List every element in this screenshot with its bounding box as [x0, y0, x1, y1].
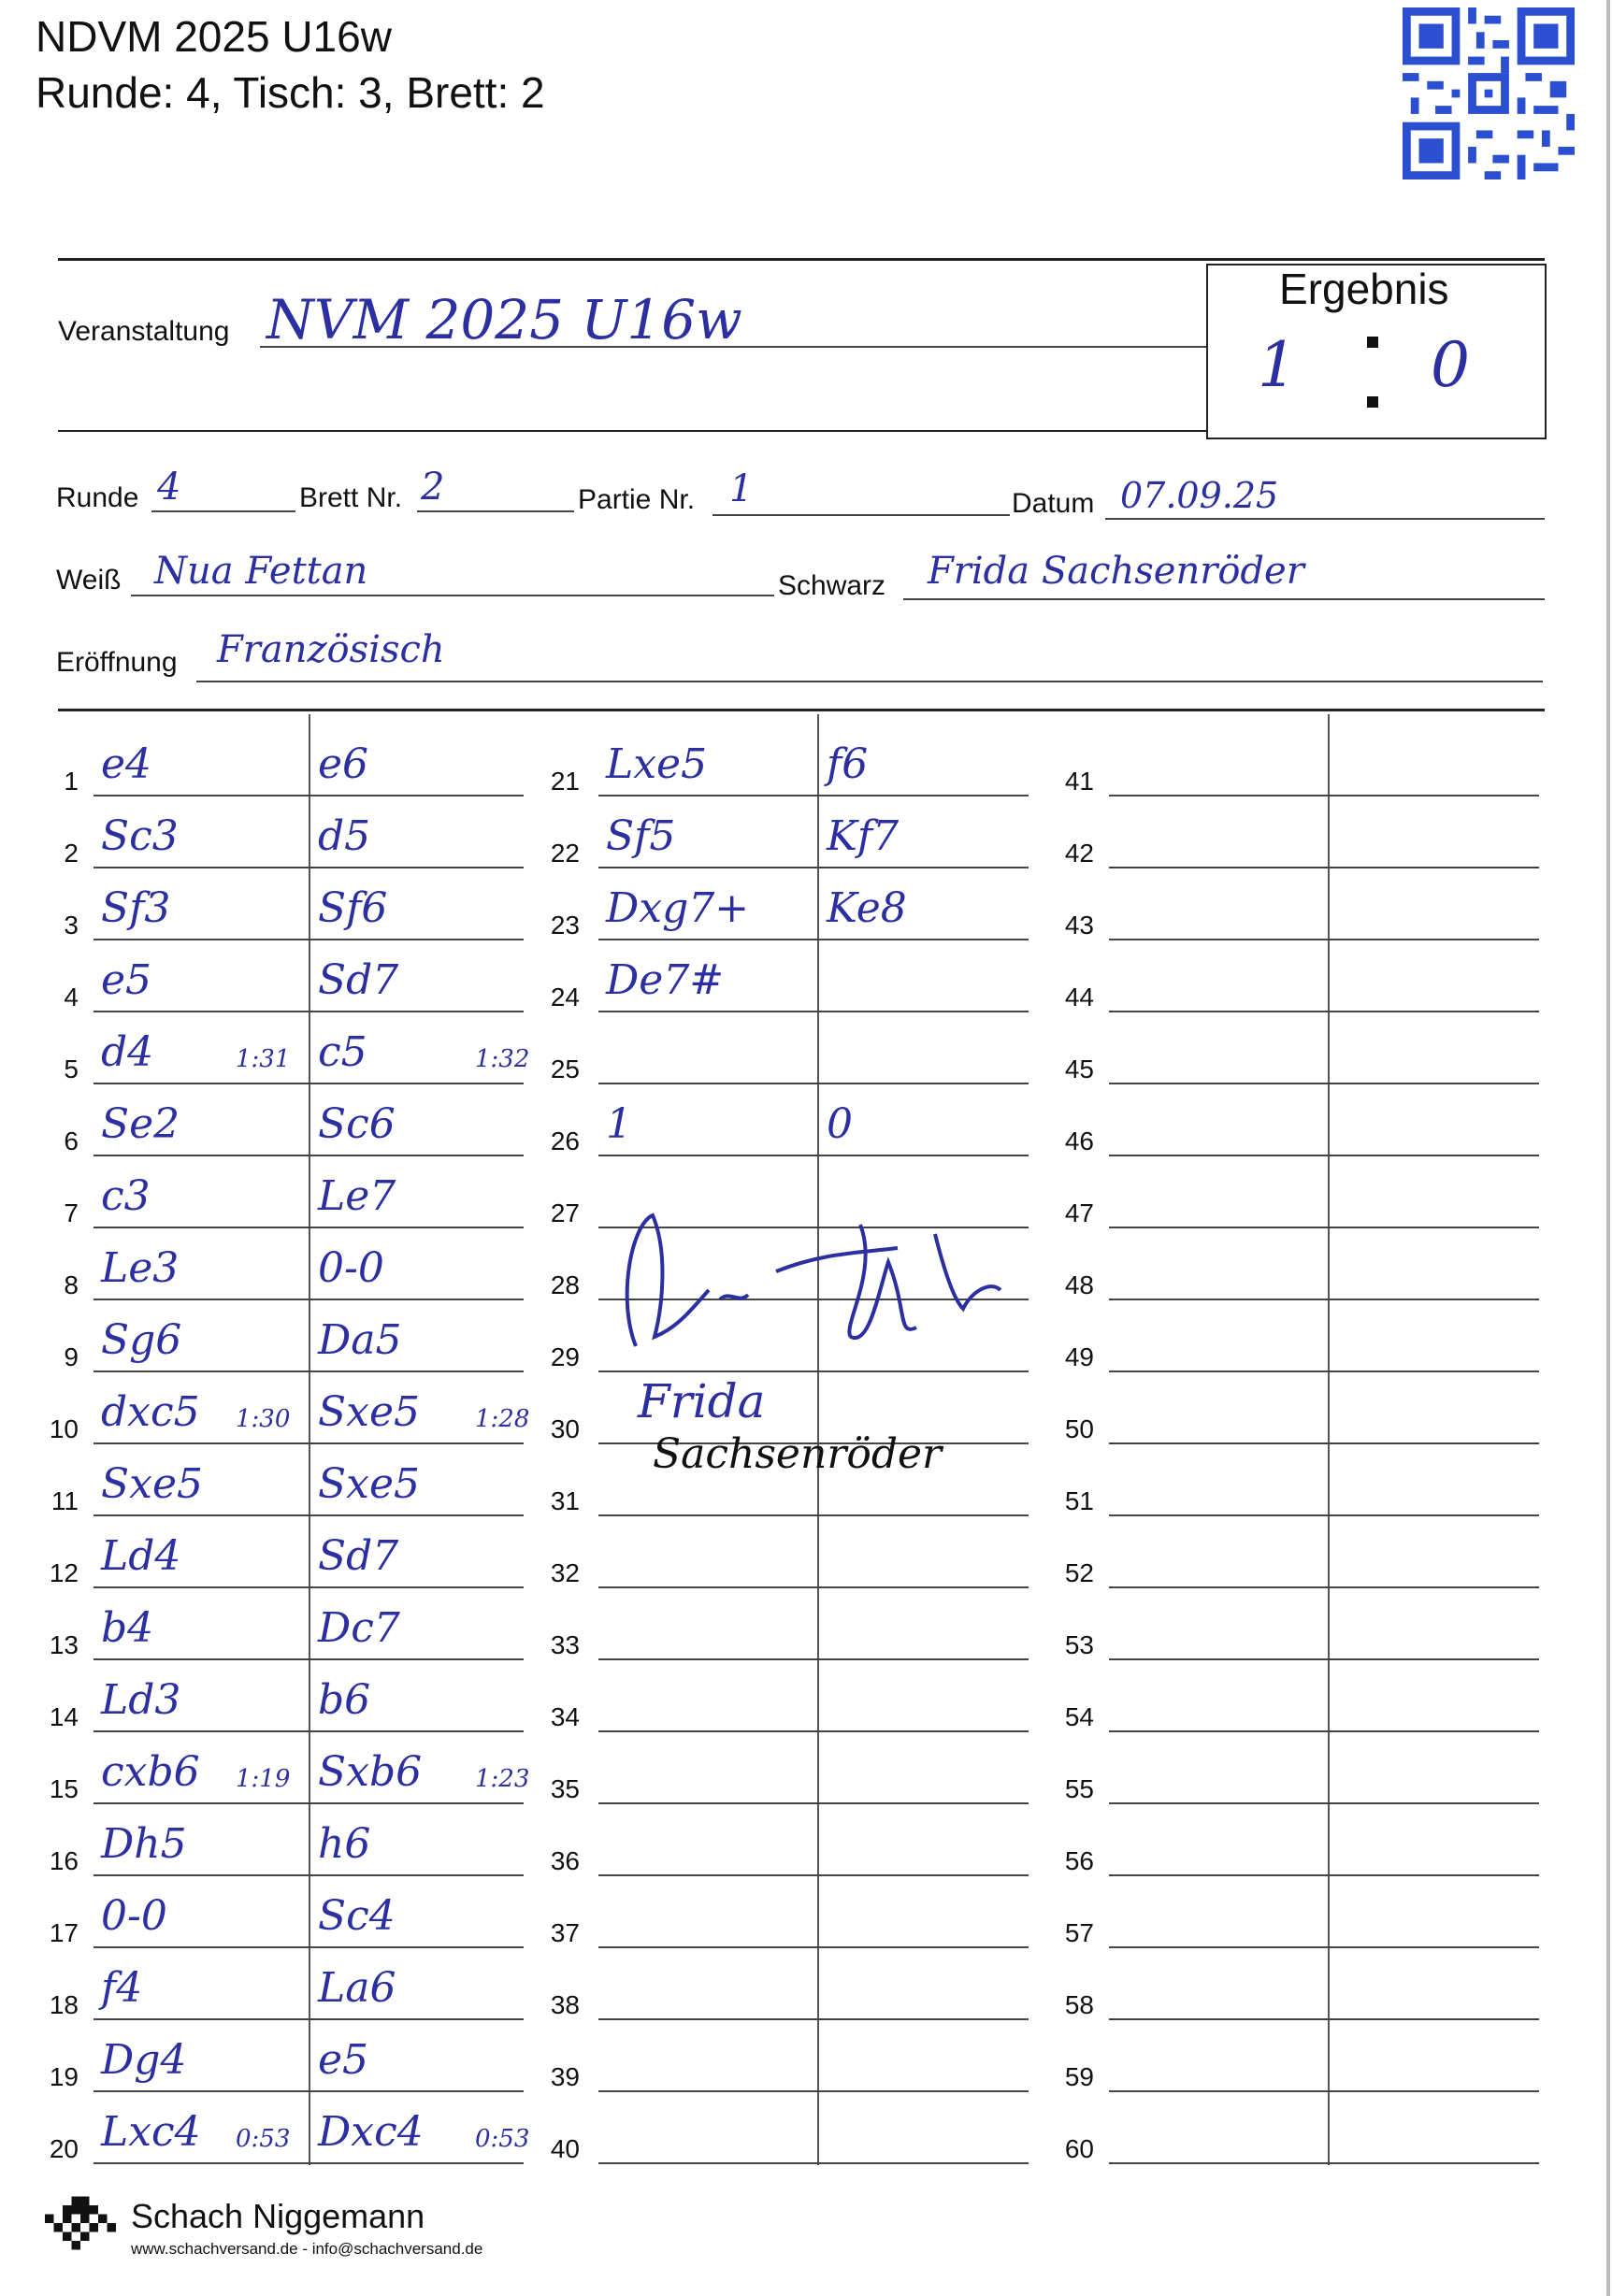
white-player-value[interactable]: Nua Fettan [154, 550, 368, 593]
white-move[interactable]: Ld4 [101, 1532, 181, 1580]
move-number: 38 [550, 1990, 580, 2019]
white-move[interactable]: f4 [101, 1964, 143, 2012]
move-number: 4 [64, 983, 79, 1012]
white-move[interactable]: e5 [101, 956, 152, 1004]
move-number: 18 [49, 1990, 79, 2019]
move-number: 21 [550, 767, 580, 796]
black-move[interactable]: b6 [318, 1676, 371, 1724]
move-row-line [94, 2018, 524, 2020]
move-number: 12 [49, 1558, 79, 1587]
move-number: 20 [49, 2134, 79, 2163]
result-label: Ergebnis [1279, 265, 1449, 313]
black-move[interactable]: Ke8 [827, 884, 907, 932]
move-row-line [1109, 939, 1539, 940]
move-row-line [1109, 1946, 1539, 1948]
white-player-line [131, 595, 774, 596]
move-row-line [1109, 1658, 1539, 1660]
black-move[interactable]: Sc4 [318, 1892, 396, 1940]
move-number: 43 [1064, 911, 1094, 940]
move-row-line [94, 1011, 524, 1012]
white-move[interactable]: Dxg7+ [606, 884, 750, 932]
move-number: 56 [1064, 1846, 1094, 1875]
white-move[interactable]: 0-0 [101, 1892, 167, 1940]
move-number: 50 [1064, 1414, 1094, 1443]
move-row-line [94, 1083, 524, 1084]
event-label: Veranstaltung [58, 316, 230, 347]
black-move[interactable]: La6 [318, 1964, 396, 2012]
black-move[interactable]: Sd7 [318, 1532, 399, 1580]
white-move[interactable]: c3 [101, 1172, 151, 1220]
move-number: 57 [1064, 1918, 1094, 1947]
result-black[interactable]: 0 [1431, 329, 1470, 401]
black-clock-time: 0:53 [475, 2125, 530, 2153]
white-player-label: Weiß [56, 565, 122, 596]
black-move[interactable]: e6 [318, 740, 369, 788]
move-row-line [94, 2090, 524, 2092]
move-row-line [1109, 1514, 1539, 1516]
move-number: 27 [550, 1198, 580, 1227]
game-line [712, 514, 1010, 516]
move-row-line [598, 1514, 1029, 1516]
qr-code-icon [1403, 7, 1575, 179]
board-label: Brett Nr. [299, 482, 403, 513]
move-row-line [94, 1155, 524, 1156]
move-number: 23 [550, 911, 580, 940]
round-value[interactable]: 4 [157, 466, 181, 509]
move-number: 37 [550, 1918, 580, 1947]
white-clock-time: 0:53 [236, 2125, 291, 2153]
move-row-line [598, 2162, 1029, 2164]
white-move[interactable]: e4 [101, 740, 152, 788]
white-clock-time: 1:30 [236, 1405, 291, 1433]
move-row-line [1109, 1083, 1539, 1084]
date-line [1105, 518, 1545, 520]
game-value[interactable]: 1 [729, 467, 754, 510]
black-signature-line1: Frida [638, 1374, 766, 1428]
black-move[interactable]: 0 [827, 1100, 853, 1148]
white-move[interactable]: Dh5 [101, 1820, 187, 1868]
move-number: 26 [550, 1126, 580, 1155]
round-label: Runde [56, 482, 139, 513]
white-move[interactable]: Sxe5 [101, 1460, 203, 1508]
move-row-line [598, 1586, 1029, 1588]
move-row-line [94, 1370, 524, 1372]
white-move[interactable]: Sc3 [101, 812, 179, 860]
move-number: 36 [550, 1846, 580, 1875]
black-clock-time: 1:32 [475, 1045, 530, 1073]
move-number: 55 [1064, 1774, 1094, 1803]
move-number: 14 [49, 1702, 79, 1731]
move-row-line [1109, 1370, 1539, 1372]
move-row-line [1109, 1802, 1539, 1804]
move-number: 47 [1064, 1198, 1094, 1227]
black-move[interactable]: Sc6 [318, 1100, 396, 1148]
black-move[interactable]: c5 [318, 1028, 367, 1076]
result-white[interactable]: 1 [1258, 329, 1297, 401]
sheet-header-title: NDVM 2025 U16w [36, 12, 392, 61]
move-number: 13 [49, 1630, 79, 1659]
move-number: 40 [550, 2134, 580, 2163]
white-clock-time: 1:19 [236, 1765, 291, 1793]
black-move[interactable]: Sf6 [318, 884, 388, 932]
move-row-line [598, 1155, 1029, 1156]
move-number: 29 [550, 1342, 580, 1371]
move-number: 44 [1064, 983, 1094, 1012]
black-move[interactable]: 0-0 [318, 1244, 384, 1292]
move-row-line [598, 939, 1029, 940]
move-number: 52 [1064, 1558, 1094, 1587]
move-row-line [94, 1442, 524, 1444]
black-move[interactable]: h6 [318, 1820, 371, 1868]
move-number: 17 [49, 1918, 79, 1947]
footer-brand: Schach Niggemann [131, 2197, 425, 2235]
move-number: 11 [50, 1486, 79, 1515]
white-move[interactable]: Se2 [101, 1100, 180, 1148]
white-signature [598, 1197, 1029, 1365]
opening-line [196, 681, 1543, 682]
white-move[interactable]: Dg4 [101, 2036, 187, 2084]
move-number: 34 [550, 1702, 580, 1731]
move-row-line [598, 795, 1029, 796]
move-row-line [598, 867, 1029, 868]
move-number: 39 [550, 2062, 580, 2091]
chess-logo-icon [45, 2188, 116, 2259]
board-line [417, 510, 574, 512]
move-row-line [94, 1658, 524, 1660]
black-move[interactable]: Sd7 [318, 956, 399, 1004]
move-number: 48 [1064, 1270, 1094, 1299]
move-row-line [1109, 795, 1539, 796]
move-row-line [1109, 867, 1539, 868]
move-number: 16 [49, 1846, 79, 1875]
black-move[interactable]: Da5 [318, 1316, 402, 1364]
move-number: 30 [550, 1414, 580, 1443]
move-number: 41 [1064, 767, 1094, 796]
move-row-line [598, 1802, 1029, 1804]
black-move[interactable]: e5 [318, 2036, 369, 2084]
move-row-line [94, 1514, 524, 1516]
move-row-line [94, 867, 524, 868]
white-move[interactable]: b4 [101, 1604, 154, 1652]
black-clock-time: 1:28 [475, 1405, 530, 1433]
black-move[interactable]: Kf7 [827, 812, 900, 860]
move-number: 51 [1064, 1486, 1094, 1515]
move-row-line [94, 1730, 524, 1732]
move-row-line [598, 1083, 1029, 1084]
black-move[interactable]: f6 [827, 740, 869, 788]
move-number: 5 [64, 1055, 79, 1083]
black-move[interactable]: Sxe5 [318, 1388, 420, 1436]
move-row-line [94, 1586, 524, 1588]
move-number: 35 [550, 1774, 580, 1803]
white-clock-time: 1:31 [236, 1045, 291, 1073]
date-value[interactable]: 07.09.25 [1120, 475, 1279, 516]
move-row-line [94, 1227, 524, 1228]
round-line [151, 510, 295, 512]
black-move[interactable]: d5 [318, 812, 371, 860]
move-number: 32 [550, 1558, 580, 1587]
move-number: 59 [1064, 2062, 1094, 2091]
move-number: 15 [49, 1774, 79, 1803]
move-row-line [598, 1946, 1029, 1948]
move-row-line [598, 1370, 1029, 1372]
move-number: 3 [64, 911, 79, 940]
move-number: 1 [64, 767, 79, 796]
white-move[interactable]: cxb6 [101, 1748, 200, 1796]
black-signature-line2: Sachsenröder [653, 1430, 943, 1478]
move-number: 28 [550, 1270, 580, 1299]
black-player-label: Schwarz [778, 570, 886, 601]
move-number: 53 [1064, 1630, 1094, 1659]
move-row-line [1109, 1730, 1539, 1732]
move-number: 54 [1064, 1702, 1094, 1731]
move-row-line [1109, 1227, 1539, 1228]
move-number: 6 [64, 1126, 79, 1155]
move-number: 60 [1064, 2134, 1094, 2163]
move-number: 24 [550, 983, 580, 1012]
move-row-line [94, 1802, 524, 1804]
white-move[interactable]: d4 [101, 1028, 154, 1076]
move-number: 58 [1064, 1990, 1094, 2019]
event-bottom-rule [58, 430, 1206, 432]
white-move[interactable]: Le3 [101, 1244, 180, 1292]
black-move[interactable]: Dc7 [318, 1604, 400, 1652]
footer-contact: www.schachversand.de - info@schachversand.de [131, 2240, 483, 2258]
move-row-line [1109, 1874, 1539, 1876]
move-row-line [598, 2018, 1029, 2020]
move-row-line [1109, 1155, 1539, 1156]
white-move[interactable]: Lxe5 [606, 740, 708, 788]
top-rule [58, 258, 1545, 261]
white-move[interactable]: Sf5 [606, 812, 676, 860]
black-player-line [903, 598, 1545, 600]
move-number: 2 [64, 839, 79, 868]
move-row-line [598, 2090, 1029, 2092]
move-row-line [598, 1874, 1029, 1876]
move-row-line [1109, 2162, 1539, 2164]
move-row-line [1109, 1442, 1539, 1444]
move-number: 22 [550, 839, 580, 868]
board-value[interactable]: 2 [421, 466, 445, 509]
move-row-line [94, 1874, 524, 1876]
move-row-line [1109, 1299, 1539, 1300]
move-number: 8 [64, 1270, 79, 1299]
move-row-line [1109, 1011, 1539, 1012]
opening-label: Eröffnung [56, 647, 178, 678]
move-row-line [598, 1658, 1029, 1660]
move-number: 46 [1064, 1126, 1094, 1155]
move-number: 25 [550, 1055, 580, 1083]
move-row-line [1109, 2090, 1539, 2092]
move-number: 9 [64, 1342, 79, 1371]
move-number: 7 [64, 1198, 79, 1227]
move-row-line [94, 939, 524, 940]
move-row-line [94, 1299, 524, 1300]
date-label: Datum [1012, 488, 1095, 519]
move-row-line [94, 1946, 524, 1948]
game-label: Partie Nr. [578, 484, 696, 515]
move-number: 45 [1064, 1055, 1094, 1083]
result-colon-bottom [1367, 396, 1378, 408]
sheet-header-round: Runde: 4, Tisch: 3, Brett: 2 [36, 68, 545, 117]
move-number: 19 [49, 2062, 79, 2091]
black-move[interactable]: Dxc4 [318, 2108, 424, 2156]
black-move[interactable]: Le7 [318, 1172, 396, 1220]
white-move[interactable]: Ld3 [101, 1676, 181, 1724]
move-number: 31 [550, 1486, 580, 1515]
moves-top-rule [58, 709, 1545, 711]
white-move[interactable]: Sf3 [101, 884, 171, 932]
move-number: 42 [1064, 839, 1094, 868]
black-clock-time: 1:23 [475, 1765, 530, 1793]
move-row-line [1109, 2018, 1539, 2020]
move-row-line [598, 1011, 1029, 1012]
event-value[interactable]: NVM 2025 U16w [266, 288, 742, 352]
white-move[interactable]: Sg6 [101, 1316, 182, 1364]
move-row-line [94, 795, 524, 796]
opening-value[interactable]: Französisch [217, 628, 445, 671]
white-move[interactable]: dxc5 [101, 1388, 200, 1436]
black-player-value[interactable]: Frida Sachsenröder [928, 550, 1304, 593]
white-move[interactable]: De7# [606, 956, 725, 1004]
white-move[interactable]: Lxc4 [101, 2108, 201, 2156]
scan-edge [1606, 0, 1610, 2296]
black-move[interactable]: Sxb6 [318, 1748, 423, 1796]
move-number: 10 [49, 1414, 79, 1443]
move-number: 49 [1064, 1342, 1094, 1371]
result-colon-top [1367, 337, 1378, 348]
black-move[interactable]: Sxe5 [318, 1460, 420, 1508]
move-row-line [1109, 1586, 1539, 1588]
move-row-line [94, 2162, 524, 2164]
move-number: 33 [550, 1630, 580, 1659]
move-row-line [598, 1730, 1029, 1732]
white-move[interactable]: 1 [606, 1100, 632, 1148]
